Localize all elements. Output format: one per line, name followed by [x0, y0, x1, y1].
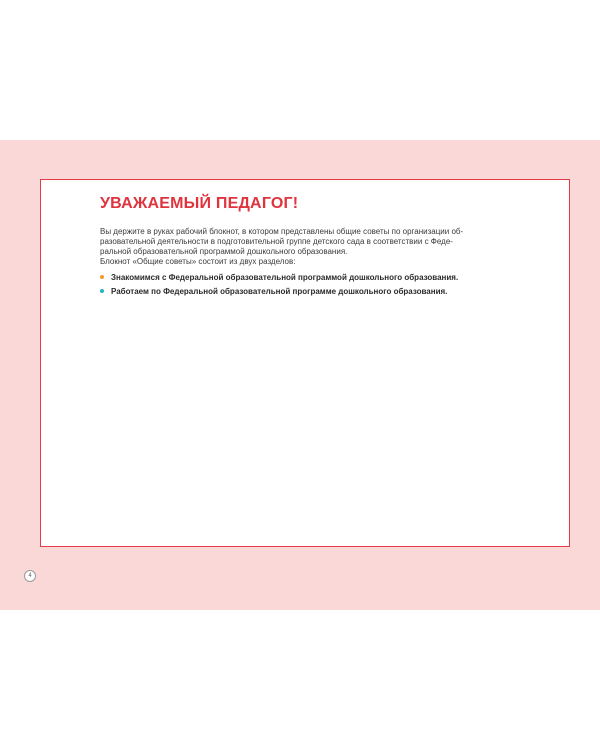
section-label: Работаем по Федеральной образовательной программе дошкольного образования.: [111, 287, 448, 296]
section-item: [100, 286, 520, 297]
intro-line: ральной образовательной программой дошкольного образования.: [100, 247, 348, 256]
intro-paragraph: [100, 227, 520, 267]
section-label: Знакомимся с Федеральной образовательной программой дошкольного образования.: [111, 273, 459, 282]
page-number: 4: [24, 570, 36, 582]
content-card: [40, 179, 570, 547]
intro-line: Блокнот «Общие советы» состоит из двух разделов:: [100, 257, 296, 266]
orange-bullet-icon: [100, 275, 104, 279]
teal-bullet-icon: [100, 289, 104, 293]
section-item: [100, 272, 520, 283]
intro-line: разовательной деятельности в подготовительной группе детского сада в соответствии с Феде-: [100, 237, 453, 246]
page-title: УВАЖАЕМЫЙ ПЕДАГОГ!: [100, 195, 299, 212]
card-content: [100, 194, 520, 300]
sections-list: [100, 272, 520, 297]
intro-line: Вы держите в руках рабочий блокнот, в котором представлены общие советы по организации об-: [100, 227, 464, 236]
